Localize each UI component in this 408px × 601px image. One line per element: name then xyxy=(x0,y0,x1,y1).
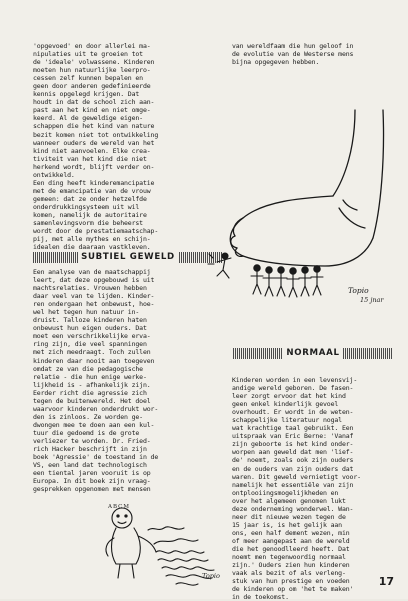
text-line: ring zijn, die veel spanningen xyxy=(33,340,147,349)
section-heading-normaal xyxy=(233,348,393,359)
text-line: van wereldfaam die hun geloof in xyxy=(232,42,354,50)
text-line: leer zorgt ervoor dat het kind xyxy=(232,392,346,401)
text-line: komen, namelijk de autoritaire xyxy=(33,210,147,219)
text-line: waren. Dit geweld vernietigt voor- xyxy=(232,472,361,481)
text-line: pij, met alle mythes en schijn- xyxy=(33,235,151,244)
text-line: ren ondergaan het onbewust, hoe- xyxy=(33,300,155,309)
text-line: schappelijke literatuur nogal xyxy=(232,416,342,425)
text-line: dwongen mee te doen aan een kul- xyxy=(33,420,155,429)
left-intro-text xyxy=(33,42,158,251)
text-line: idealen die daaraan vastkleven. xyxy=(33,243,151,252)
heading-label: SUBTIEL GEWELD xyxy=(78,252,178,263)
text-line: machtsrelaties. Vrouwen hebben xyxy=(33,284,147,293)
text-line: overhoudt. Er wordt in de weten- xyxy=(232,408,354,417)
text-line: gemeen: dat ze onder hetzelfde xyxy=(33,194,147,203)
left-column xyxy=(33,42,221,252)
text-line: noemt men tegenwoordig normaal xyxy=(232,553,346,562)
text-line: Een analyse van de maatschappij xyxy=(33,268,151,276)
text-line: worpen aan geweld dat men 'lief- xyxy=(232,448,354,457)
text-line: de 'ideale' volwassene. Kinderen xyxy=(33,58,155,67)
text-line: Eerder richt die agressie zich xyxy=(33,388,147,397)
text-line: met de emancipatie van de vrouw xyxy=(33,186,151,195)
text-line: den is zinloos. Ze worden ge- xyxy=(33,412,143,421)
text-line: kind niet aanvoelen. Elke crea- xyxy=(33,146,151,155)
text-line: samenlevingsvorm die beheerst xyxy=(33,219,143,228)
text-line: wat krachtige taal gebruikt. Een xyxy=(232,424,354,433)
text-line: kinderen daar nooit aan toegeven xyxy=(33,356,155,365)
text-line: schappen die het kind van nature xyxy=(33,122,155,131)
text-line: druist. Talloze kinderen haten xyxy=(33,316,147,325)
text-line: wanneer ouders de wereld van het xyxy=(33,138,155,147)
text-line: over het algemeen genomen lukt xyxy=(232,496,346,505)
text-line: waarvoor kinderen onderdrukt wor- xyxy=(33,404,159,413)
text-line: in de toekomst. xyxy=(232,593,289,601)
text-line: namelijk het essentiële van zijn xyxy=(232,480,354,489)
text-line: lijkheid is - afhankelijk zijn. xyxy=(33,380,151,389)
text-line: tuur die gedoemd is de grote xyxy=(33,428,140,437)
text-line: deze onderneming wonderwel. Wan- xyxy=(232,504,354,513)
text-line: Europa. In dit boek zijn vraag- xyxy=(33,477,151,486)
text-line: ontplooiingsmogelijkheden en xyxy=(232,488,339,497)
text-line: en de ouders van zijn ouders dat xyxy=(232,464,354,473)
text-line: geen enkel kinderlijk gevoel xyxy=(232,400,339,409)
text-line: neer dit nieuwe wezen tegen de xyxy=(232,512,346,521)
text-line: zijn.' Ouders zien hun kinderen xyxy=(232,561,350,570)
text-line: kennis opgelegd krijgen. Dat xyxy=(33,90,140,99)
text-line: tegen de buitenwereld. Het doel xyxy=(33,396,151,405)
text-line: geen door anderen gedefinieerde xyxy=(33,82,151,91)
text-line: omdat ze van die pedagogische xyxy=(33,364,143,373)
text-line: zijn geboorte is het kind onder- xyxy=(232,440,354,449)
child-cartoon-signature: Topio xyxy=(202,572,220,580)
text-line: relatie - die hun enige werke- xyxy=(33,372,147,381)
text-line: tiviteit van het kind die niet xyxy=(33,154,147,163)
child-cartoon-label: ABCM xyxy=(108,504,130,510)
text-line: daar veel van te lijden. Kinder- xyxy=(33,292,155,301)
text-line: Kinderen worden in een levensvij- xyxy=(232,376,358,384)
left-section-column xyxy=(33,268,221,494)
text-line: wel het tegen hun natuur in- xyxy=(33,308,140,317)
text-line: gesprekken opgenomen met mensen xyxy=(33,485,151,494)
text-line: ons, een half dement wezen, min xyxy=(232,528,350,537)
text-line: bezit komen niet tot ontwikkeling xyxy=(33,130,159,139)
section-heading-subtiel-geweld xyxy=(33,252,223,263)
foot-cartoon-date-note: 15 jnar xyxy=(360,296,384,304)
text-line: die het genoodlleerd heeft. Dat xyxy=(232,544,350,553)
text-line: onderdrukkingsysteem uit wil xyxy=(33,202,140,211)
text-line: 15 jaar is, is het gelijk aan xyxy=(232,520,342,529)
text-line: ontwikkeld. xyxy=(33,170,75,179)
text-line: de kinderen op om 'het te maken' xyxy=(232,585,354,594)
heading-label: NORMAAL xyxy=(283,348,342,359)
text-line: bijna opgegeven hebben. xyxy=(232,58,320,67)
text-line: wordt door de prestatiemaatschap- xyxy=(33,227,159,236)
text-line: onbewust hun eigen ouders. Dat xyxy=(33,324,147,333)
text-line: houdt in dat de school zich aan- xyxy=(33,98,155,107)
text-line: een tiental jaren vooruit is op xyxy=(33,469,151,478)
page-number: 17 xyxy=(378,575,394,588)
text-line: keerd. Al de geweldige eigen- xyxy=(33,114,143,123)
text-line: nipulaties uit te groeien tot xyxy=(33,50,143,59)
text-line: de evolutie van de Westerse mens xyxy=(232,50,354,59)
text-line: cessen zelf kunnen bepalen en xyxy=(33,74,143,83)
text-line: of meer aangepast aan de wereld xyxy=(232,536,350,545)
text-line: verliezer te worden. Dr. Fried- xyxy=(33,436,151,445)
child-with-squiggles-illustration xyxy=(96,500,228,596)
text-line: rich Hacker beschrijft in zijn xyxy=(33,445,147,454)
text-line: vaak als bezit of als verleng- xyxy=(232,569,346,578)
right-top-column xyxy=(232,42,392,66)
text-line: leert, dat deze opgebouwd is uit xyxy=(33,276,155,285)
text-line: moeten hun natuurlijke leerpro- xyxy=(33,66,151,75)
text-line: past aan het kind en niet omge- xyxy=(33,106,151,115)
text-line: met zich meedraagt. Toch zullen xyxy=(33,348,151,357)
text-line: Een ding heeft kinderemancipatie xyxy=(33,178,155,187)
text-line: de' noemt, zoals ook zijn ouders xyxy=(232,456,354,465)
right-section-text xyxy=(232,376,361,601)
text-line: herkend wordt, blijft verder on- xyxy=(33,162,155,171)
giant-foot-crushing-people-illustration xyxy=(205,108,395,308)
foot-cartoon-signature: Topio xyxy=(348,286,369,295)
right-top-text xyxy=(232,42,353,66)
text-line: boek 'Agressie' de toestand in de xyxy=(33,453,159,462)
text-line: 'opgevoed' en door allerlei ma- xyxy=(33,42,151,50)
text-line: VS, een land dat technologisch xyxy=(33,461,147,470)
text-line: stuk van hun prestige en voeden xyxy=(232,577,350,586)
left-section-text xyxy=(33,268,158,493)
text-line: moet een verschrikkelijke erva- xyxy=(33,332,151,341)
text-line: andige wereld geboren. De fasen- xyxy=(232,384,354,393)
text-line: uitspraak van Eric Berne: 'Vanaf xyxy=(232,432,354,441)
